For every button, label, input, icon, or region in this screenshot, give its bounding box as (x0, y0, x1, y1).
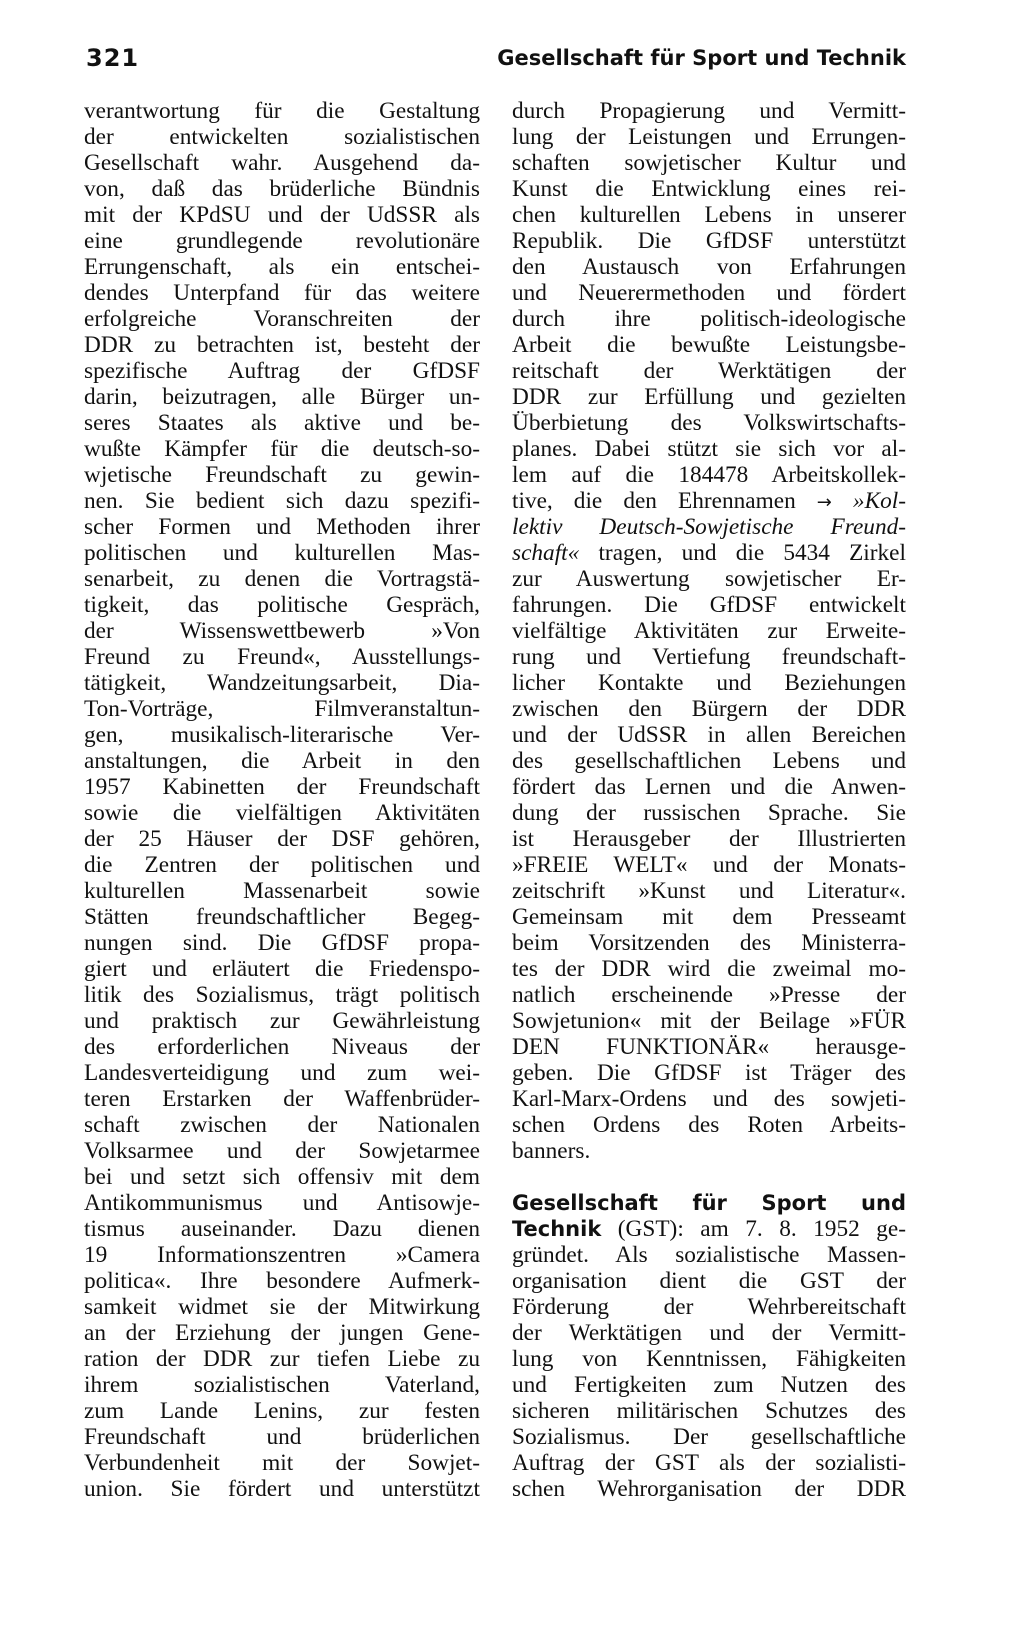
text-line: und Neuerermethoden und fördert (512, 280, 906, 306)
text-line: Gemeinsam mit dem Presseamt (512, 904, 906, 930)
text-line: reitschaft der Werktätigen der (512, 358, 906, 384)
text-line: wjetische Freundschaft zu gewin- (84, 462, 480, 488)
text-line: der Wissenswettbewerb »Von (84, 618, 480, 644)
text-line: des gesellschaftlichen Lebens und (512, 748, 906, 774)
entry-headword: Technik (512, 1217, 602, 1241)
text-line: Verbundenheit mit der Sowjet- (84, 1450, 480, 1476)
entry-headword: Gesellschaft für Sport und (512, 1191, 906, 1215)
page-number: 321 (86, 44, 140, 72)
text-line: Errungenschaft, als ein entschei- (84, 254, 480, 280)
text-line: samkeit widmet sie der Mitwirkung (84, 1294, 480, 1320)
text-line: verantwortung für die Gestaltung (84, 98, 480, 124)
text-line: rung und Vertiefung freundschaft- (512, 644, 906, 670)
text-line: Überbietung des Volkswirtschafts- (512, 410, 906, 436)
text-line: durch ihre politisch-ideologische (512, 306, 906, 332)
text-line: durch Propagierung und Vermitt- (512, 98, 906, 124)
text-line: chen kulturellen Lebens in unserer (512, 202, 906, 228)
text-line: Freund zu Freund«, Ausstellungs- (84, 644, 480, 670)
text-line (512, 1216, 906, 1242)
text-line: ration der DDR zur tiefen Liebe zu (84, 1346, 480, 1372)
text-line: Auftrag der GST als der sozialisti- (512, 1450, 906, 1476)
text-line: fahrungen. Die GfDSF entwickelt (512, 592, 906, 618)
cross-reference[interactable]: lektiv Deutsch-Sowjetische Freund- (512, 514, 906, 540)
text-line: sicheren militärischen Schutzes des (512, 1398, 906, 1424)
text-line: Stätten freundschaftlicher Begeg- (84, 904, 480, 930)
text-line: Freundschaft und brüderlichen (84, 1424, 480, 1450)
text-line: tes der DDR wird die zweimal mo- (512, 956, 906, 982)
text-line: schaft zwischen der Nationalen (84, 1112, 480, 1138)
text-line: »FREIE WELT« und der Monats- (512, 852, 906, 878)
text-line: Sozialismus. Der gesellschaftliche (512, 1424, 906, 1450)
text-line: eine grundlegende revolutionäre (84, 228, 480, 254)
text-line: Arbeit die bewußte Leistungsbe- (512, 332, 906, 358)
text-line: anstaltungen, die Arbeit in den (84, 748, 480, 774)
text-line: ist Herausgeber der Illustrierten (512, 826, 906, 852)
text-line: scher Formen und Methoden ihrer (84, 514, 480, 540)
entry-spacer (512, 1164, 906, 1190)
text-line: wußte Kämpfer für die deutsch-so- (84, 436, 480, 462)
text-line: den Austausch von Erfahrungen (512, 254, 906, 280)
text-line: Antikommunismus und Antisowje- (84, 1190, 480, 1216)
text-line: beim Vorsitzenden des Ministerra- (512, 930, 906, 956)
text-line: nen. Sie bedient sich dazu spezifi- (84, 488, 480, 514)
text-line: der Werktätigen und der Vermitt- (512, 1320, 906, 1346)
text-line: organisation dient die GST der (512, 1268, 906, 1294)
text-line: zwischen den Bürgern der DDR (512, 696, 906, 722)
text-line: Republik. Die GfDSF unterstützt (512, 228, 906, 254)
text-line: 19 Informationszentren »Camera (84, 1242, 480, 1268)
text-line: DDR zu betrachten ist, besteht der (84, 332, 480, 358)
text-line: und praktisch zur Gewährleistung (84, 1008, 480, 1034)
text-line: Förderung der Wehrbereitschaft (512, 1294, 906, 1320)
text-line: zum Lande Lenins, zur festen (84, 1398, 480, 1424)
text-line: gen, musikalisch-literarische Ver- (84, 722, 480, 748)
text-line: politica«. Ihre besondere Aufmerk- (84, 1268, 480, 1294)
text-segment: tragen, und die 5434 Zirkel (579, 540, 906, 566)
text-line: Karl-Marx-Ordens und des sowjeti- (512, 1086, 906, 1112)
cross-reference-arrow-icon: → (816, 492, 832, 513)
text-line (512, 488, 906, 514)
text-line: zur Auswertung sowjetischer Er- (512, 566, 906, 592)
text-segment: (GST): am 7. 8. 1952 ge- (601, 1216, 906, 1242)
text-line (512, 540, 906, 566)
text-line: lung von Kenntnissen, Fähigkeiten (512, 1346, 906, 1372)
text-segment: tive, die den Ehrennamen (512, 488, 817, 514)
text-line: kulturellen Massenarbeit sowie (84, 878, 480, 904)
text-line: schen Wehrorganisation der DDR (512, 1476, 906, 1502)
text-line: teren Erstarken der Waffenbrüder- (84, 1086, 480, 1112)
text-line: der entwickelten sozialistischen (84, 124, 480, 150)
text-line: zeitschrift »Kunst und Literatur«. (512, 878, 906, 904)
text-line: schaften sowjetischer Kultur und (512, 150, 906, 176)
text-line: banners. (512, 1138, 591, 1164)
text-line: senarbeit, zu denen die Vortragstä- (84, 566, 480, 592)
text-line: 1957 Kabinetten der Freundschaft (84, 774, 480, 800)
text-line: licher Kontakte und Beziehungen (512, 670, 906, 696)
text-line: union. Sie fördert und unterstützt (84, 1476, 480, 1502)
text-line: politischen und kulturellen Mas- (84, 540, 480, 566)
text-line: vielfältige Aktivitäten zur Erweite- (512, 618, 906, 644)
text-line: DDR zur Erfüllung und gezielten (512, 384, 906, 410)
text-line: sowie die vielfältigen Aktivitäten (84, 800, 480, 826)
cross-reference[interactable]: »Kol- (831, 488, 906, 514)
text-line: lem auf die 184478 Arbeitskollek- (512, 462, 906, 488)
text-line: nungen sind. Die GfDSF propa- (84, 930, 480, 956)
text-line: planes. Dabei stützt sie sich vor al- (512, 436, 906, 462)
text-line: erfolgreiche Voranschreiten der (84, 306, 480, 332)
text-line: darin, beizutragen, alle Bürger un- (84, 384, 480, 410)
text-line: Ton-Vorträge, Filmveranstaltun- (84, 696, 480, 722)
text-line: giert und erläutert die Friedenspo- (84, 956, 480, 982)
text-line: mit der KPdSU und der UdSSR als (84, 202, 480, 228)
right-column (512, 98, 906, 1502)
text-line: geben. Die GfDSF ist Träger des (512, 1060, 906, 1086)
text-line: bei und setzt sich offensiv mit dem (84, 1164, 480, 1190)
left-column (84, 98, 480, 1502)
running-title: Gesellschaft für Sport und Technik (497, 46, 906, 70)
text-line: Sowjetunion« mit der Beilage »FÜR (512, 1008, 906, 1034)
text-line: lung der Leistungen und Errungen- (512, 124, 906, 150)
text-line: Gesellschaft wahr. Ausgehend da- (84, 150, 480, 176)
text-line: litik des Sozialismus, trägt politisch (84, 982, 480, 1008)
text-line: von, daß das brüderliche Bündnis (84, 176, 480, 202)
text-line: Volksarmee und der Sowjetarmee (84, 1138, 480, 1164)
text-line: an der Erziehung der jungen Gene- (84, 1320, 480, 1346)
text-line: schen Ordens des Roten Arbeits- (512, 1112, 906, 1138)
cross-reference[interactable]: schaft« (512, 540, 580, 566)
text-line: tigkeit, das politische Gespräch, (84, 592, 480, 618)
text-line: spezifische Auftrag der GfDSF (84, 358, 480, 384)
text-line: seres Staates als aktive und be- (84, 410, 480, 436)
text-line: die Zentren der politischen und (84, 852, 480, 878)
text-line: natlich erscheinende »Presse der (512, 982, 906, 1008)
text-line: Kunst die Entwicklung eines rei- (512, 176, 906, 202)
text-line: tismus auseinander. Dazu dienen (84, 1216, 480, 1242)
text-line: dendes Unterpfand für das weitere (84, 280, 480, 306)
text-line: fördert das Lernen und die Anwen- (512, 774, 906, 800)
entry-headword-line (512, 1190, 906, 1216)
text-line: tätigkeit, Wandzeitungsarbeit, Dia- (84, 670, 480, 696)
text-line: der 25 Häuser der DSF gehören, (84, 826, 480, 852)
text-line: Landesverteidigung und zum wei- (84, 1060, 480, 1086)
text-line: DEN FUNKTIONÄR« herausge- (512, 1034, 906, 1060)
text-line: des erforderlichen Niveaus der (84, 1034, 480, 1060)
text-line: und Fertigkeiten zum Nutzen des (512, 1372, 906, 1398)
text-line: und der UdSSR in allen Bereichen (512, 722, 906, 748)
text-line: ihrem sozialistischen Vaterland, (84, 1372, 480, 1398)
page-header (86, 44, 906, 80)
text-line: gründet. Als sozialistische Massen- (512, 1242, 906, 1268)
text-line: dung der russischen Sprache. Sie (512, 800, 906, 826)
